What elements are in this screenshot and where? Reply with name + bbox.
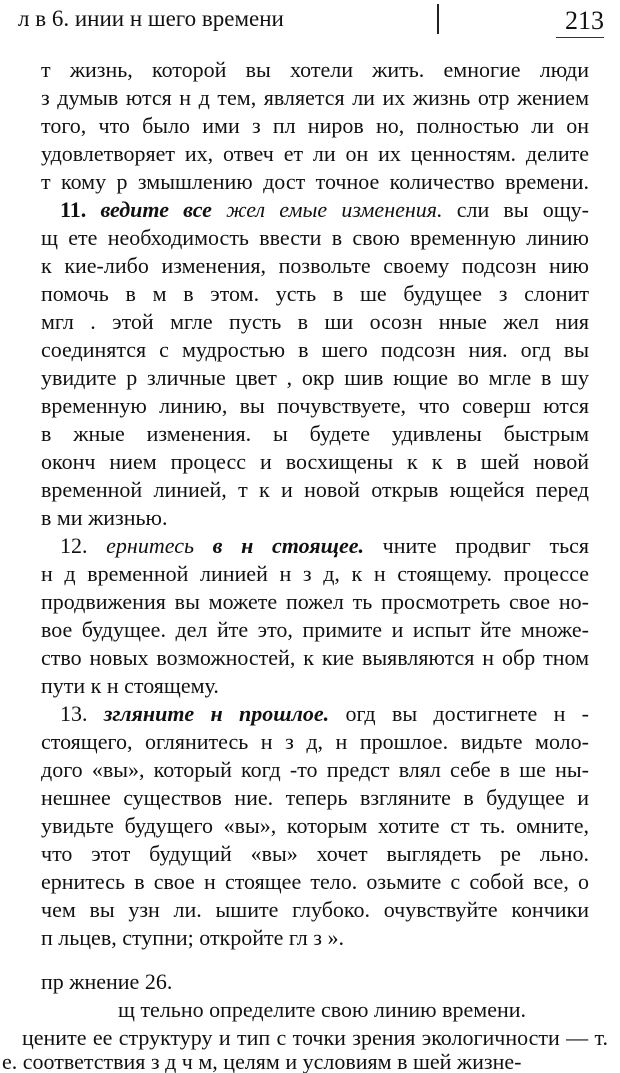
- header-divider: [437, 4, 439, 34]
- text-line: вое будущее. дел йте это, примите и испыт йте множе-: [41, 617, 589, 642]
- text-line: щ ете необходимость ввести в свою временную линию: [41, 225, 589, 250]
- text-line: удовлетворяет их, отвеч ет ли он их ценностям. делите: [41, 141, 589, 166]
- step-11-first-line: [60, 196, 589, 224]
- text-line: чем вы узн ли. ышите глубоко. очувствуйте кончики: [41, 897, 589, 922]
- text-line: того, что было ими з пл ниров но, полностью ли он: [41, 113, 589, 138]
- text-line: временной линией, т к и новой открыв ющейся перед: [41, 477, 589, 502]
- step-number: 13.: [60, 701, 88, 726]
- text-line: ство новых возможностей, к кие выявляются н обр тном: [41, 645, 589, 670]
- running-head: л в 6. инии н шего времени: [18, 6, 284, 31]
- text-line: н д временной линией н з д, к н стоящему. процессе: [41, 561, 589, 586]
- step-13-first-line: [60, 700, 589, 728]
- text-line: оконч нием процесс и восхищены к к в шей новой: [41, 449, 589, 474]
- step-text: сли вы ощу-: [456, 197, 589, 222]
- text-line: ернитесь в свое н стоящее тело. озьмите с собой все, о: [41, 869, 589, 894]
- text-line: продвижения вы можете пожел ть просмотреть свое но-: [41, 589, 589, 614]
- text-line: з думыв ются н д тем, является ли их жизнь отр жением: [41, 85, 589, 110]
- text-line: цените ее структуру и тип с точки зрения экологичности — т.: [22, 1025, 608, 1050]
- text-line: помочь в м в этом. усть в ше будущее з слонит: [41, 281, 589, 306]
- step-label: зглянитe н прошлое.: [103, 701, 330, 726]
- text-line: е. соответствия з д ч м, целям и условиям в шей жизне-: [2, 1049, 522, 1073]
- step-label: в н стоящее.: [212, 533, 364, 558]
- page-header: [0, 0, 620, 40]
- step-label-italic: ернитесь: [106, 533, 194, 558]
- text-line: к кие-либо изменения, позвольте своему подсозн нию: [41, 253, 589, 278]
- page-number-underline: [556, 37, 604, 38]
- text-line: нешнее существов ние. теперь взгляните в будущее и: [41, 785, 589, 810]
- text-line: т кому р змышлению дост точное количество времени.: [41, 169, 589, 194]
- page-number: 213: [565, 6, 604, 35]
- text-line: увидите р зличные цвет , окр шив ющие во мгле в шу: [41, 365, 589, 390]
- step-number: 11.: [60, 197, 87, 222]
- text-line: т жизнь, которой вы хотели жить. емногие люди: [41, 57, 589, 82]
- text-line: в жные изменения. ы будете удивлены быстрым: [41, 421, 589, 446]
- text-line: мгл . этой мгле пусть в ши осозн нные жел ния: [41, 309, 589, 334]
- step-text: огд вы достигнете н -: [345, 701, 589, 726]
- text-line: в ми жизнью.: [41, 505, 168, 530]
- step-text: чните продвиг ться: [382, 533, 589, 558]
- step-label: ведите все: [100, 197, 212, 222]
- text-line: что этот будущий «вы» хочет выглядеть ре льно.: [41, 841, 589, 866]
- text-line: пути к н стоящему.: [41, 673, 219, 698]
- exercise-subtitle: щ тельно определите свою линию времени.: [118, 997, 526, 1022]
- text-line: увидьте будущего «вы», которым хотите ст ть. омните,: [41, 813, 589, 838]
- text-line: временную линию, вы почувствуете, что соверш ются: [41, 393, 589, 418]
- exercise-title: пр жнение 26.: [41, 969, 173, 994]
- text-line: соединятся с мудростью в шего подсозн ния. огд вы: [41, 337, 589, 362]
- text-line: стоящего, оглянитесь н з д, н прошлое. видьте моло-: [41, 729, 589, 754]
- text-line: дого «вы», который когд -то предст влял себе в ше ны-: [41, 757, 589, 782]
- step-label-italic: жел емые изменения.: [226, 197, 443, 222]
- text-line: п льцев, ступни; откройте гл з ».: [41, 925, 344, 950]
- step-number: 12.: [60, 533, 88, 558]
- step-12-first-line: [60, 532, 589, 560]
